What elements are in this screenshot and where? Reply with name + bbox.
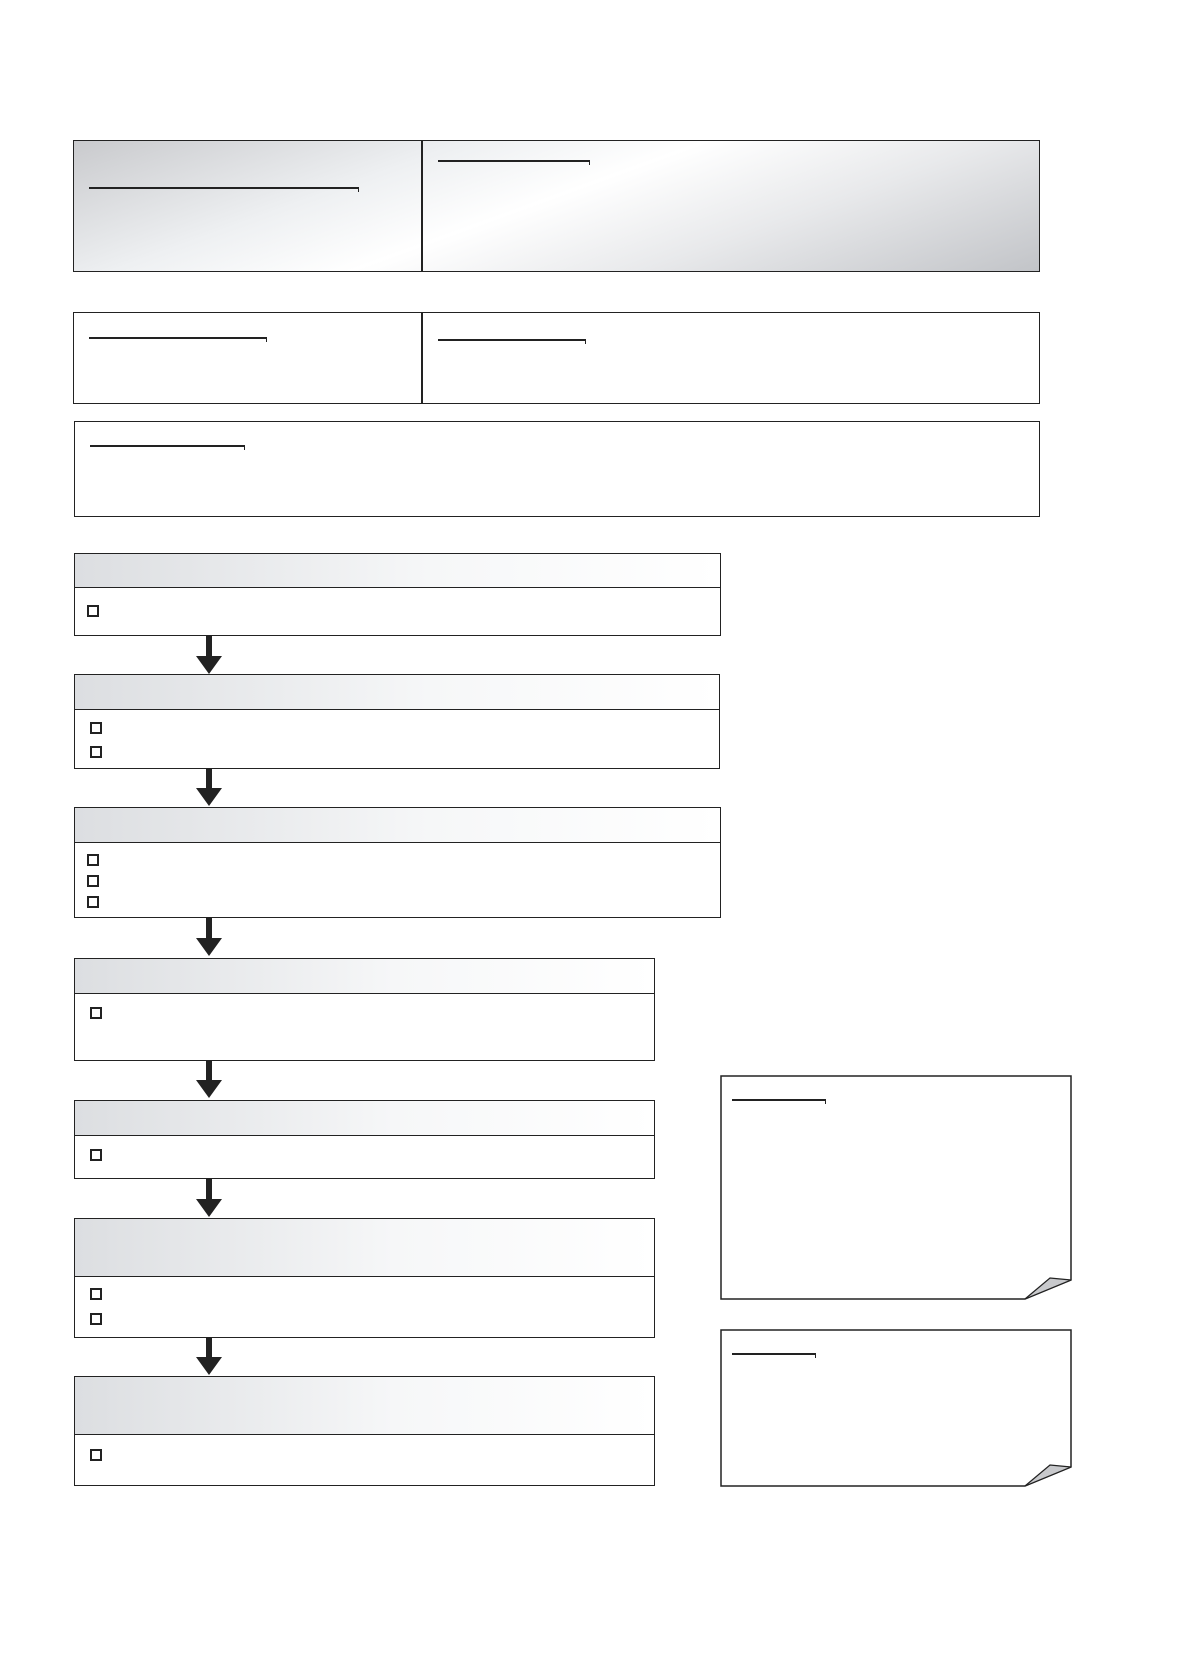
flow-step-4-header — [75, 959, 654, 994]
checkbox[interactable] — [90, 1288, 102, 1300]
info-row-2-divider — [421, 313, 423, 403]
row2-left-field-line — [89, 337, 267, 339]
flow-step-7-header — [75, 1377, 654, 1435]
header-left-field-line — [89, 187, 359, 189]
flow-step-6 — [74, 1218, 655, 1338]
checkbox[interactable] — [90, 1007, 102, 1019]
flow-step-3-header — [75, 808, 720, 843]
checkbox[interactable] — [90, 1149, 102, 1161]
checkbox[interactable] — [87, 875, 99, 887]
flow-step-5-header — [75, 1101, 654, 1136]
checkbox[interactable] — [90, 722, 102, 734]
header-panel — [73, 140, 1040, 272]
flow-step-3 — [74, 807, 721, 918]
flow-step-2 — [74, 674, 720, 769]
checkbox[interactable] — [90, 746, 102, 758]
flow-step-4 — [74, 958, 655, 1061]
flow-arrow-3 — [196, 918, 222, 958]
flow-step-7 — [74, 1376, 655, 1486]
flow-step-6-header — [75, 1219, 654, 1277]
note-card-1 — [720, 1075, 1072, 1301]
checkbox[interactable] — [90, 1449, 102, 1461]
checkbox[interactable] — [87, 854, 99, 866]
info-row-2 — [73, 312, 1040, 404]
flow-arrow-6 — [196, 1338, 222, 1377]
flow-step-2-header — [75, 675, 719, 710]
note-1-label-line — [732, 1099, 826, 1101]
row2-right-field-line — [438, 339, 586, 341]
checkbox[interactable] — [87, 605, 99, 617]
flow-step-5 — [74, 1100, 655, 1179]
note-card-1-outline — [720, 1075, 1072, 1301]
flow-arrow-4 — [196, 1061, 222, 1100]
flow-step-1 — [74, 553, 721, 636]
header-panel-divider — [421, 141, 423, 271]
row3-field-line — [90, 445, 245, 447]
flow-arrow-2 — [196, 769, 222, 808]
flow-arrow-5 — [196, 1179, 222, 1219]
info-row-3 — [74, 421, 1040, 517]
flow-step-1-header — [75, 554, 720, 588]
note-card-2 — [720, 1329, 1072, 1488]
flow-arrow-1 — [196, 636, 222, 676]
header-right-field-line — [438, 160, 590, 162]
checkbox[interactable] — [90, 1313, 102, 1325]
checkbox[interactable] — [87, 896, 99, 908]
note-2-label-line — [732, 1353, 816, 1355]
